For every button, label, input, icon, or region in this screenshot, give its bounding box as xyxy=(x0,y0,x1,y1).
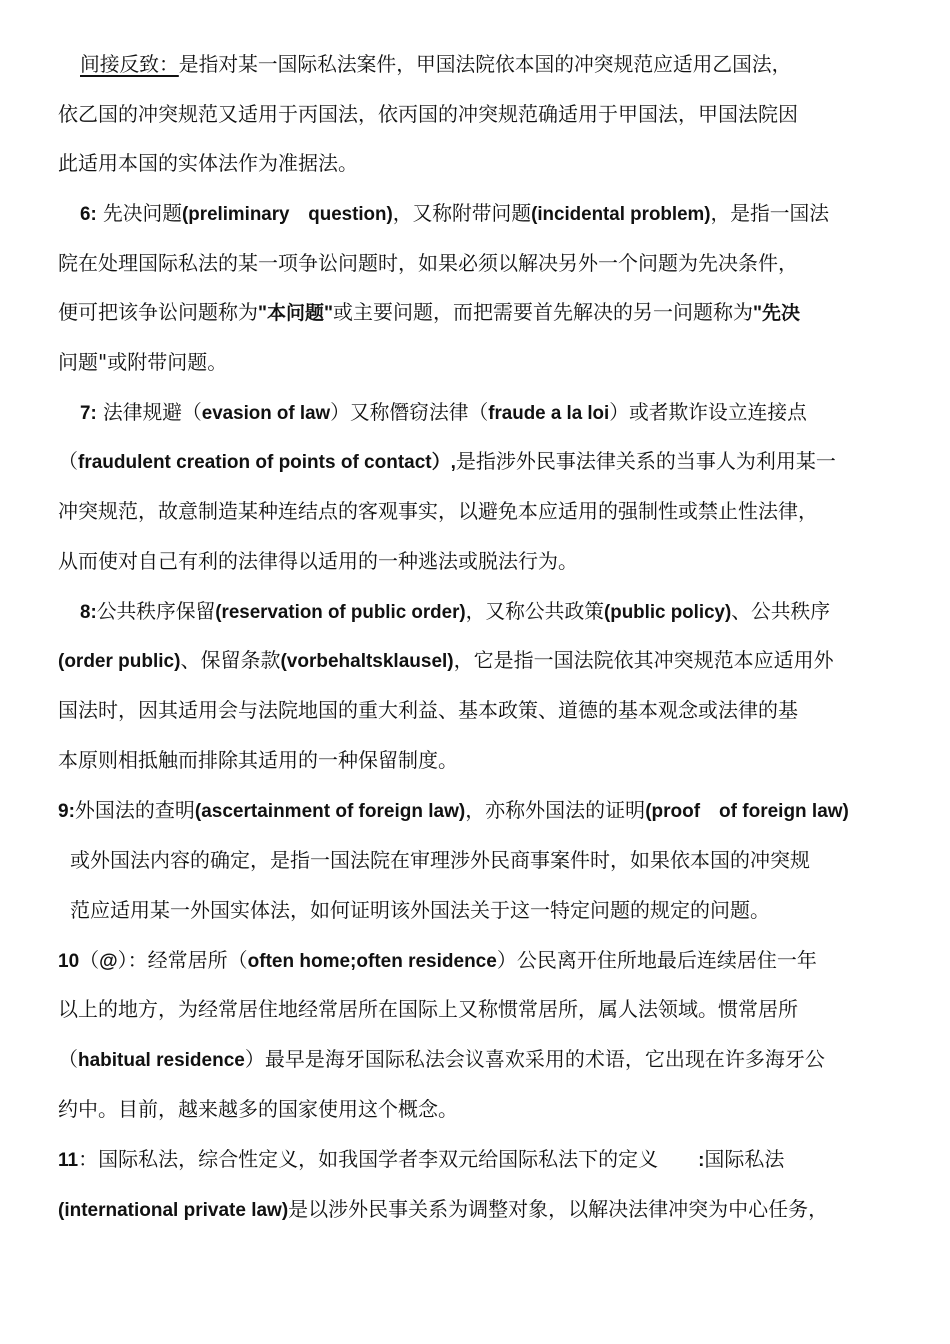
paragraph-ascertainment-line-2 xyxy=(70,845,910,875)
english-term: (preliminary question) xyxy=(182,204,393,225)
text-segment: （ xyxy=(79,948,100,972)
english-term: (ascertainment of foreign law) xyxy=(194,801,466,822)
paragraph-ascertainment-line-3 xyxy=(70,895,910,925)
quoted-term: "本问题" xyxy=(258,303,334,324)
text-segment: 法律规避（ xyxy=(96,400,202,424)
paragraph-indirect-renvoi-line-1 xyxy=(80,49,910,79)
text-segment: 从而使对自己有利的法律得以适用的一种逃法或脱法行为。 xyxy=(58,549,578,573)
paragraph-evasion-of-law-line-1 xyxy=(80,397,910,429)
english-term: (public policy) xyxy=(603,602,732,623)
text-segment: 是以涉外民事关系为调整对象，以解决法律冲突为中心任务， xyxy=(288,1197,829,1221)
item-number-11: 11 xyxy=(58,1150,79,1171)
text-segment: 本原则相抵触而排除其适用的一种保留制度。 xyxy=(58,748,458,772)
text-segment: @ xyxy=(99,951,118,972)
paragraph-public-order-line-3 xyxy=(58,695,898,725)
text-segment: ）或者欺诈设立连接点 xyxy=(609,400,807,424)
text-segment: 外国法的查明 xyxy=(74,798,195,822)
english-term: often home;often residence xyxy=(247,951,497,972)
paragraph-public-order-line-1 xyxy=(80,596,910,628)
paragraph-preliminary-question-line-4 xyxy=(58,347,898,377)
text-segment: ，亦称外国法的证明 xyxy=(465,798,646,822)
text-segment: ，又称附带问题 xyxy=(392,201,532,225)
paragraph-indirect-renvoi-line-2 xyxy=(58,99,898,129)
item-number-10: 10 xyxy=(58,951,80,972)
text-segment: 是指涉外民事法律关系的当事人为利用某一 xyxy=(455,449,836,473)
text-segment: 、公共秩序 xyxy=(731,599,831,623)
paragraph-habitual-residence-line-4 xyxy=(58,1094,898,1124)
text-segment: 约中。目前，越来越多的国家使用这个概念。 xyxy=(58,1097,458,1121)
paragraph-preliminary-question-line-3 xyxy=(58,297,898,329)
text-segment: 依乙国的冲突规范又适用于丙国法，依丙国的冲突规范确适用于甲国法，甲国法院因 xyxy=(58,102,798,126)
text-segment: 是指对某一国际私法案件，甲国法院依本国的冲突规范应适用乙国法， xyxy=(178,52,792,76)
text-segment: 范应适用某一外国实体法，如何证明该外国法关于这一特定问题的规定的问题。 xyxy=(70,898,770,922)
paragraph-evasion-of-law-line-2 xyxy=(58,446,898,478)
text-segment: ：国际私法，综合性定义，如我国学者李双元给国际私法下的定义 xyxy=(78,1147,699,1171)
text-segment: 以上的地方，为经常居住地经常居所在国际上又称惯常居所，属人法领域。惯常居所 xyxy=(58,997,798,1021)
english-term: (vorbehaltsklausel) xyxy=(280,651,454,672)
text-segment: 、保留条款 xyxy=(180,648,281,672)
paragraph-evasion-of-law-line-4 xyxy=(58,546,898,576)
item-number-8: 8: xyxy=(80,602,97,623)
text-segment: ，又称公共政策 xyxy=(465,599,604,623)
paragraph-habitual-residence-line-2 xyxy=(58,994,898,1024)
text-segment: 此适用本国的实体法作为准据法。 xyxy=(58,151,358,175)
text-segment: ）又称僭窃法律（ xyxy=(330,400,489,424)
paragraph-habitual-residence-line-3 xyxy=(58,1044,898,1076)
english-term: (international private law) xyxy=(58,1200,289,1221)
english-term: fraude a la loi xyxy=(488,403,610,424)
quoted-term: "先决 xyxy=(753,303,801,324)
text-segment: 问题" xyxy=(58,350,108,374)
text-segment: 或外国法内容的确定，是指一国法院在审理涉外民商事案件时，如果依本国的冲突规 xyxy=(70,848,810,872)
text-segment: 院在处理国际私法的某一项争讼问题时，如果必须以解决另外一个问题为先决条件， xyxy=(58,251,798,275)
paragraph-private-international-law-line-1 xyxy=(58,1144,898,1176)
english-term: habitual residence xyxy=(78,1050,245,1071)
english-term: (reservation of public order) xyxy=(215,602,466,623)
paragraph-public-order-line-2 xyxy=(58,645,898,677)
paragraph-preliminary-question-line-1 xyxy=(80,198,910,230)
paragraph-private-international-law-line-2 xyxy=(58,1194,898,1226)
paragraph-indirect-renvoi-line-3 xyxy=(58,148,898,178)
text-segment: ，是指一国法 xyxy=(710,201,830,225)
english-term: (proof of foreign law) xyxy=(645,801,849,822)
text-segment: 国法时，因其适用会与法院地国的重大利益、基本政策、道德的基本观念或法律的基 xyxy=(58,698,798,722)
paragraph-evasion-of-law-line-3 xyxy=(58,496,898,526)
text-segment: 或附带问题。 xyxy=(107,350,228,374)
text-segment: （ xyxy=(58,449,78,473)
paragraph-public-order-line-4 xyxy=(58,745,898,775)
english-term: evasion of law xyxy=(201,403,331,424)
english-term: (order public) xyxy=(58,651,181,672)
text-segment: 冲突规范，故意制造某种连结点的客观事实，以避免本应适用的强制性或禁止性法律， xyxy=(58,499,818,523)
text-segment: : xyxy=(698,1150,705,1171)
text-segment: ）最早是海牙国际私法会议喜欢采用的术语，它出现在许多海牙公 xyxy=(244,1047,825,1071)
text-segment: ，它是指一国法院依其冲突规范本应适用外 xyxy=(453,648,834,672)
english-term: fraudulent creation of points of contact）, xyxy=(78,452,456,473)
text-segment: 先决问题 xyxy=(96,201,183,225)
text-segment: 便可把该争讼问题称为 xyxy=(58,300,258,324)
item-number-7: 7: xyxy=(80,403,97,424)
text-segment: 国际私法 xyxy=(704,1147,785,1171)
term-indirect-renvoi: 间接反致： xyxy=(80,52,179,76)
text-segment: （ xyxy=(58,1047,78,1071)
text-segment: ）公民离开住所地最后连续居住一年 xyxy=(496,948,817,972)
text-segment: 或主要问题，而把需要首先解决的另一问题称为 xyxy=(333,300,754,324)
paragraph-habitual-residence-line-1 xyxy=(58,945,898,977)
text-segment: ）：经常居所（ xyxy=(117,948,248,972)
paragraph-preliminary-question-line-2 xyxy=(58,248,898,278)
item-number-9: 9: xyxy=(58,801,75,822)
paragraph-ascertainment-line-1 xyxy=(58,795,898,827)
text-segment: 公共秩序保留 xyxy=(96,599,216,623)
english-term: (incidental problem) xyxy=(531,204,711,225)
item-number-6: 6: xyxy=(80,204,97,225)
